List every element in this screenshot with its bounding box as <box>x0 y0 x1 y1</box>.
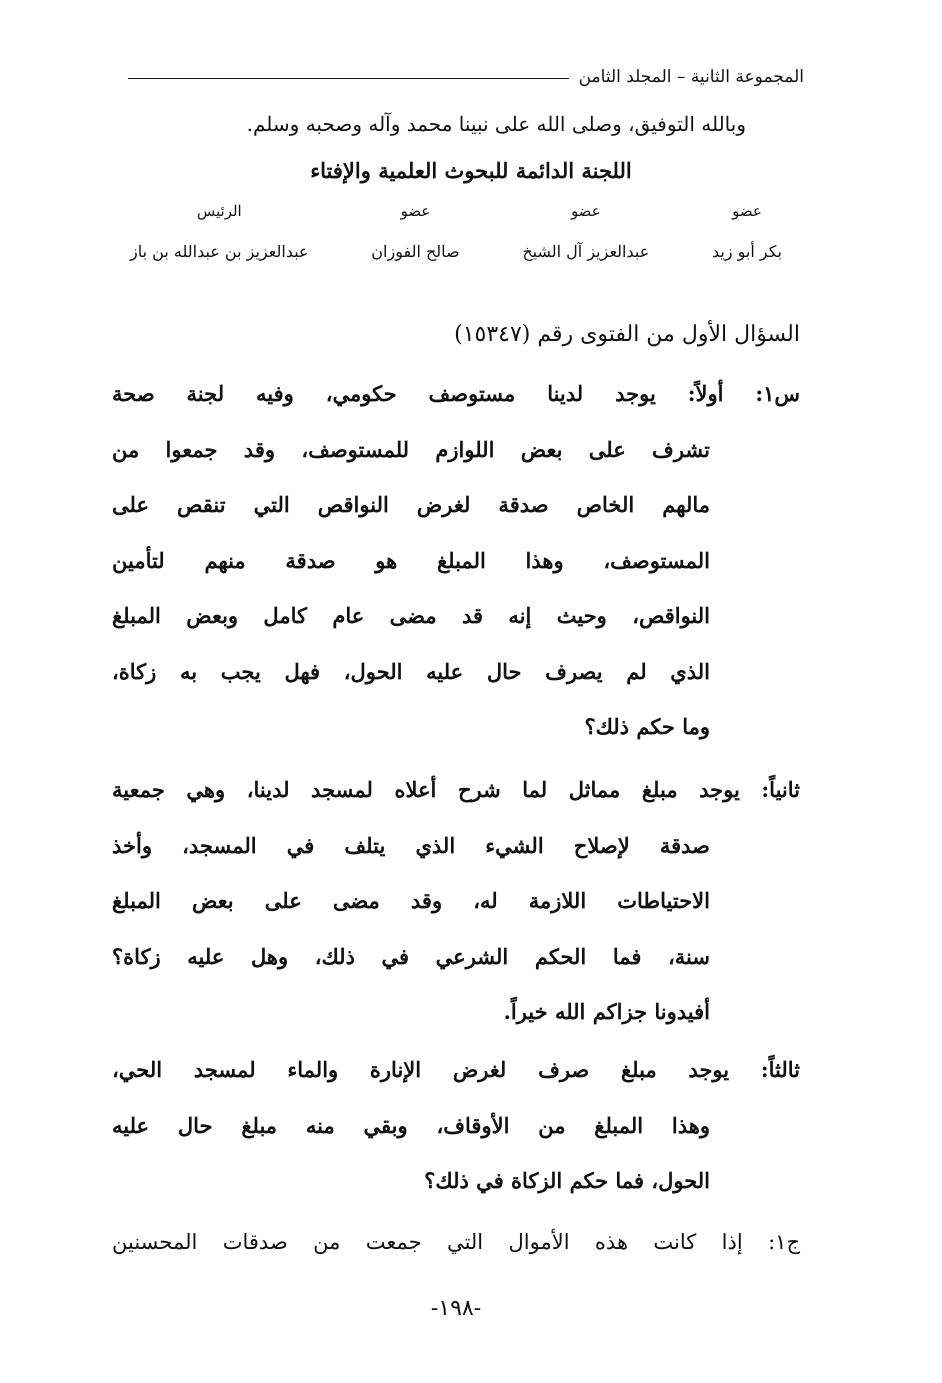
signatory-member-3 <box>371 202 459 261</box>
question-3 <box>112 1042 800 1209</box>
signatory-member-2 <box>522 202 649 261</box>
signatory-role: عضو <box>400 202 431 220</box>
signature-block <box>130 202 782 261</box>
signatory-name: بكر أبو زيد <box>711 242 782 261</box>
running-header <box>128 62 804 92</box>
signatory-member-1 <box>712 202 782 261</box>
running-title: المجموعة الثانية – المجلد الثامن <box>578 67 804 87</box>
question-line: الحول، فما حكم الزكاة في ذلك؟ <box>424 1168 710 1193</box>
header-rule <box>128 78 569 79</box>
question-line: أفيدونا جزاكم الله خيراً. <box>503 999 710 1024</box>
question-line: المستوصف، وهذا المبلغ هو صدقة منهم لتأمين <box>112 547 710 573</box>
question-line: صدقة لإصلاح الشيء الذي يتلف في المسجد، وأخذ <box>112 832 710 858</box>
committee-title: اللجنة الدائمة للبحوث العلمية والإفتاء <box>310 158 632 183</box>
question-line: وما حكم ذلك؟ <box>584 714 710 739</box>
signatory-name: صالح الفوزان <box>371 242 460 261</box>
closing-prayer: وبالله التوفيق، وصلى الله على نبينا محمد وآله وصحبه وسلم. <box>246 112 746 136</box>
signatory-chairman <box>130 202 309 261</box>
question-line: تشرف على بعض اللوازم للمستوصف، وقد جمعوا من <box>112 436 710 462</box>
fatwa-question-heading: السؤال الأول من الفتوى رقم (١٥٣٤٧) <box>454 322 800 347</box>
question-line: النواقص، وحيث إنه قد مضى عام كامل وبعض المبلغ <box>112 603 710 628</box>
question-1 <box>112 366 800 755</box>
question-line: وهذا المبلغ من الأوقاف، وبقي منه مبلغ حال عليه <box>112 1112 710 1138</box>
answer-1: ج١: إذا كانت هذه الأموال التي جمعت من صدقات المحسنين <box>112 1230 800 1254</box>
signatory-role: عضو <box>570 202 601 220</box>
signatory-role: الرئيس <box>196 202 242 220</box>
question-line: الذي لم يصرف حال عليه الحول، فهل يجب به زكاة، <box>112 658 710 684</box>
question-line: ثالثاً: يوجد مبلغ صرف لغرض الإنارة والماء لمسجد الحي، <box>112 1057 800 1082</box>
question-line: مالهم الخاص صدقة لغرض النواقص التي تنقص على <box>112 492 710 517</box>
signatory-name: عبدالعزيز بن عبدالله بن باز <box>130 242 309 261</box>
question-line: الاحتياطات اللازمة له، وقد مضى على بعض المبلغ <box>112 888 710 913</box>
page-number: -١٩٨- <box>430 1296 482 1321</box>
signatory-role: عضو <box>732 202 762 220</box>
question-line: سنة، فما الحكم الشرعي في ذلك، وهل عليه زكاة؟ <box>112 943 710 969</box>
question-2 <box>112 762 800 1040</box>
signatory-name: عبدالعزيز آل الشيخ <box>522 242 650 261</box>
question-line: س١: أولاً: يوجد لدينا مستوصف حكومي، وفيه لجنة صحة <box>112 381 800 406</box>
question-line: ثانياً: يوجد مبلغ مماثل لما شرح أعلاه لمسجد لدينا، وهي جمعية <box>112 777 800 802</box>
